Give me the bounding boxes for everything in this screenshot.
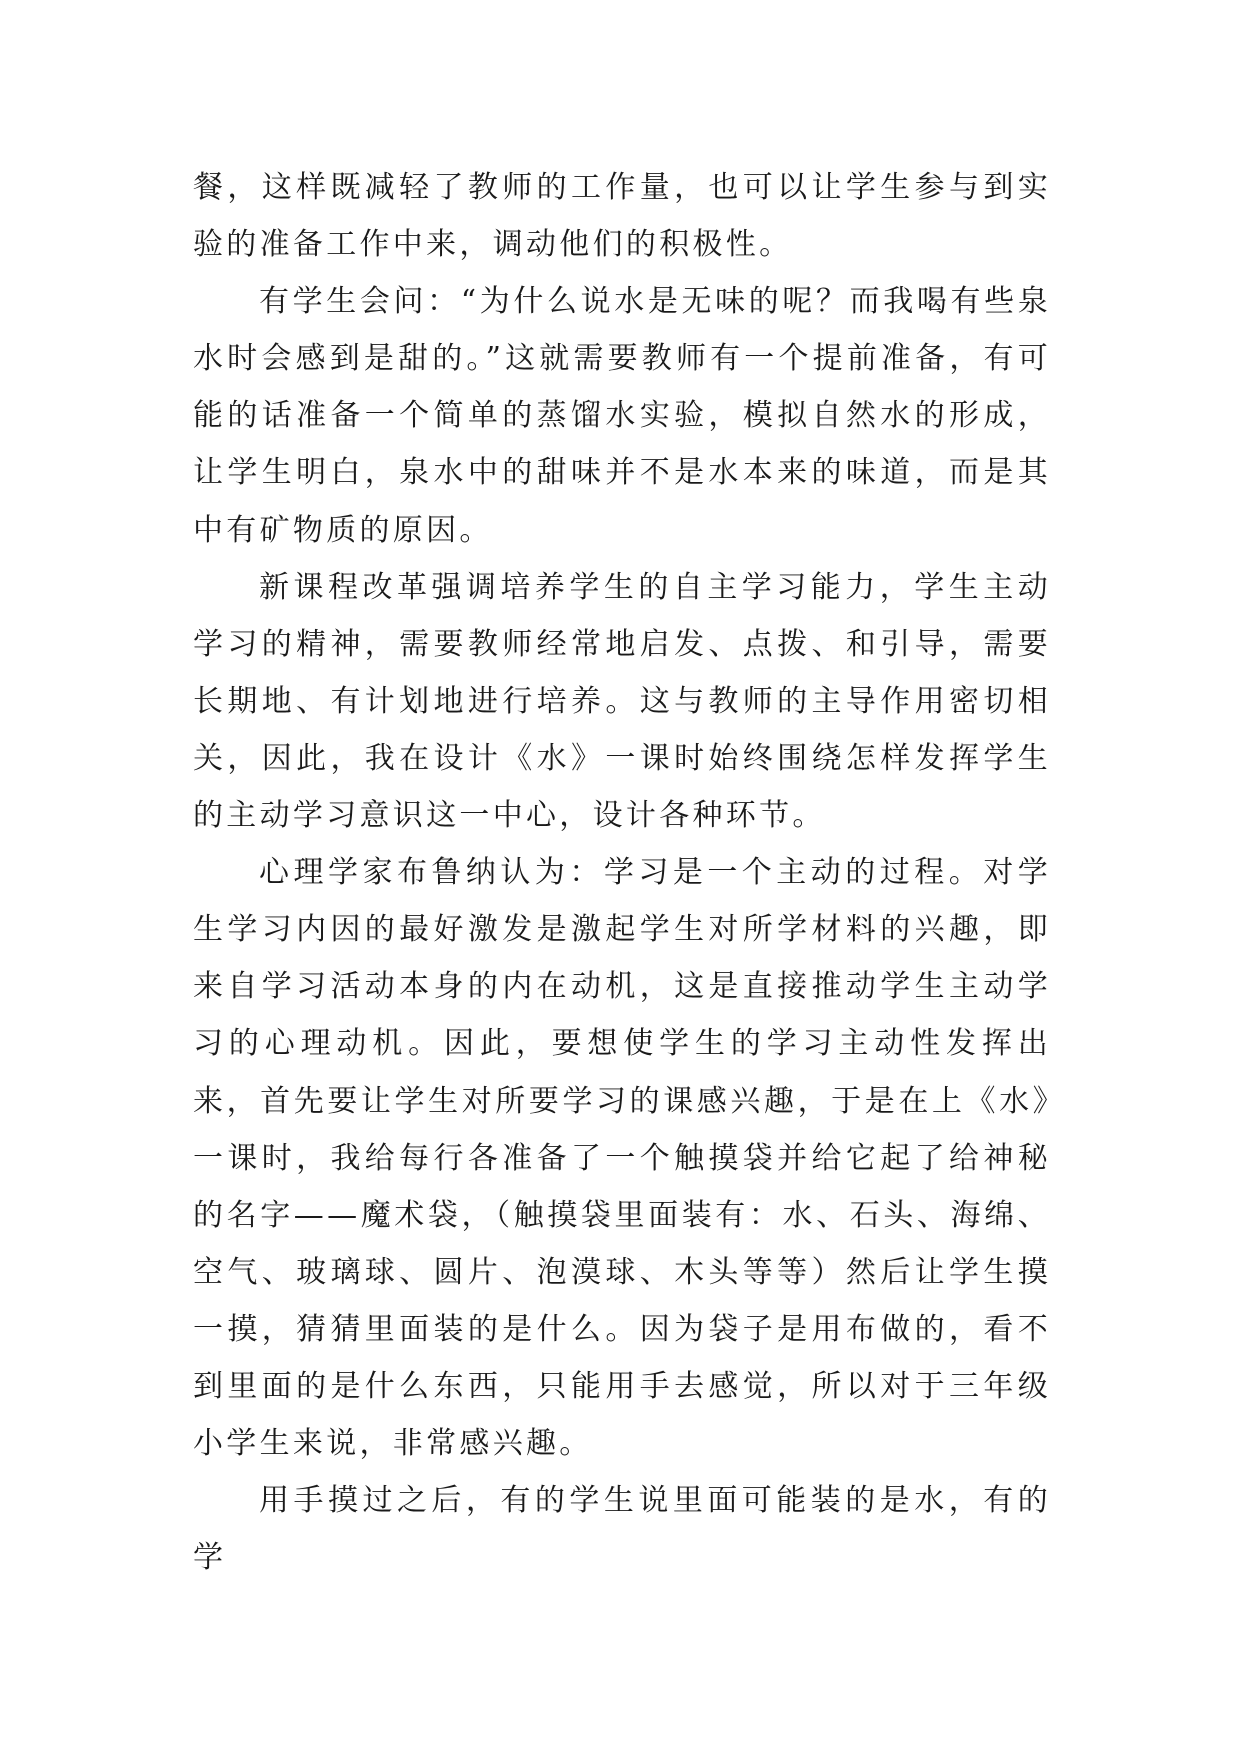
paragraph-4: 心理学家布鲁纳认为：学习是一个主动的过程。对学生学习内因的最好激发是激起学生对所学材料的兴趣，即来自学习活动本身的内在动机，这是直接推动学生主动学习的心理动机。因此，要想使学生的学习主动性发挥出来，首先要让学生对所要学习的课感兴趣，于是在上《水》一课时，我给每行各准备了一个触摸袋并给它起了给神秘的名字——魔术袋，（触摸袋里面装有：水、石头、海绵、空气、玻璃球、圆片、泡漠球、木头等等）然后让学生摸一摸，猜猜里面装的是什么。因为袋子是用布做的，看不到里面的是什么东西，只能用手去感觉，所以对于三年级小学生来说，非常感兴趣。 bbox=[193, 855, 1051, 1462]
paragraph-1: 餐，这样既减轻了教师的工作量，也可以让学生参与到实验的准备工作中来，调动他们的积极性。 bbox=[193, 170, 1051, 263]
paragraph-2: 有学生会问：“为什么说水是无味的呢？而我喝有些泉水时会感到是甜的。”这就需要教师有一个提前准备，有可能的话准备一个简单的蒸馏水实验，模拟自然水的形成，让学生明白，泉水中的甜味并不是水本来的味道，而是其中有矿物质的原因。 bbox=[193, 284, 1051, 548]
paragraph-3: 新课程改革强调培养学生的自主学习能力，学生主动学习的精神，需要教师经常地启发、点拨、和引导，需要长期地、有计划地进行培养。这与教师的主导作用密切相关，因此，我在设计《水》一课时始终围绕怎样发挥学生的主动学习意识这一中心，设计各种环节。 bbox=[193, 569, 1051, 834]
document-body bbox=[193, 159, 1051, 1586]
paragraph-5: 用手摸过之后，有的学生说里面可能装的是水，有的学 bbox=[193, 1483, 1051, 1576]
